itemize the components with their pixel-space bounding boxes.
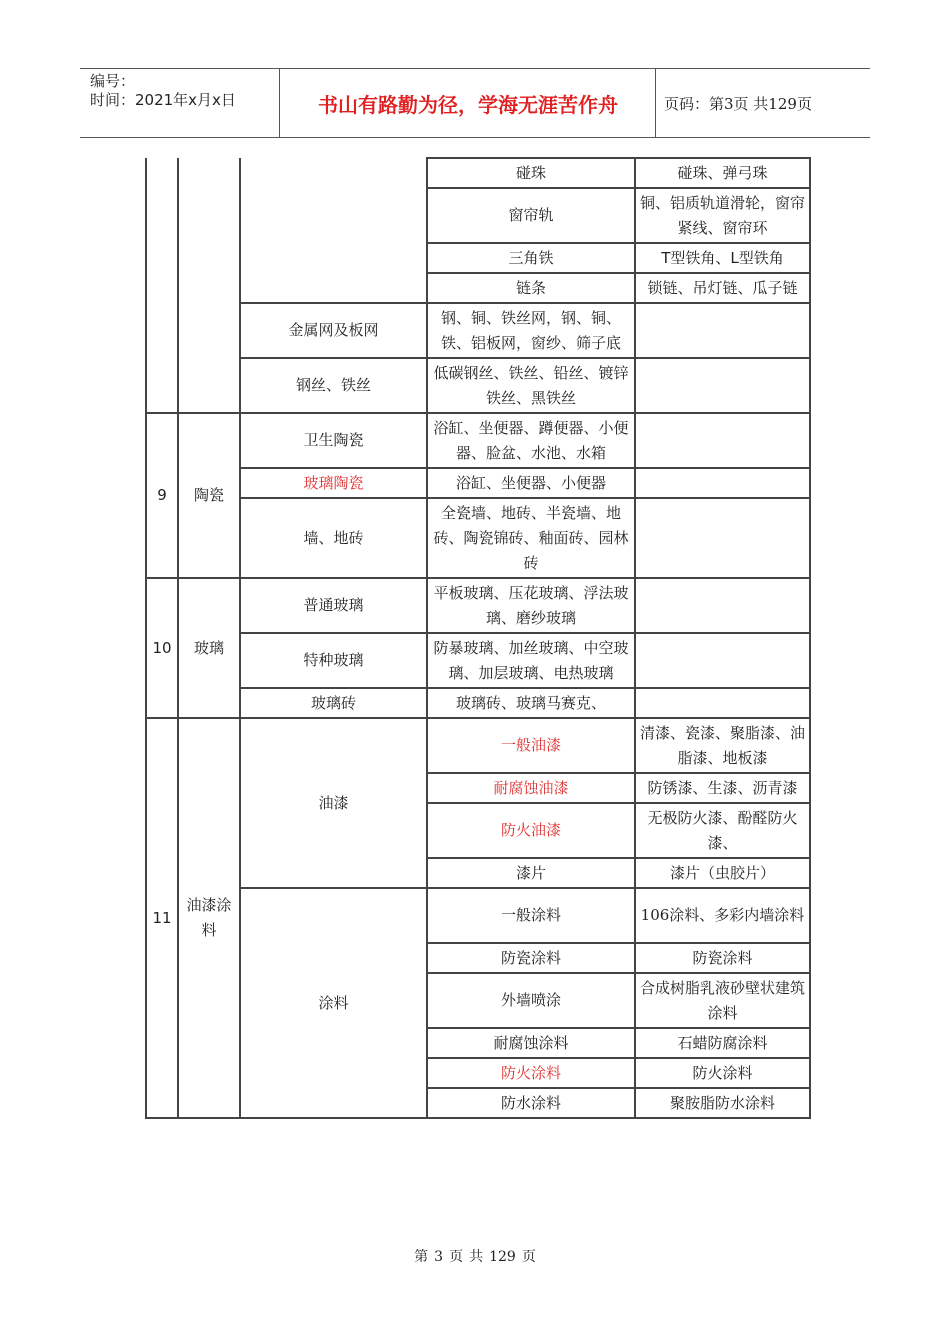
example-cell: 漆片（虫胶片） (635, 858, 810, 888)
table-row (146, 718, 810, 773)
example-cell: 铜、铝质轨道滑轮，窗帘紧线、窗帘环 (635, 188, 810, 243)
table-row (146, 158, 810, 188)
item-cell: 链条 (427, 273, 635, 303)
example-cell (635, 633, 810, 688)
item-cell: 漆片 (427, 858, 635, 888)
item-cell: 外墙喷涂 (427, 973, 635, 1028)
table-row (146, 303, 810, 358)
example-cell: 清漆、瓷漆、聚脂漆、油脂漆、地板漆 (635, 718, 810, 773)
group-category-cell: 油漆涂料 (178, 718, 240, 1118)
materials-table (145, 157, 811, 1119)
subcategory-cell (240, 158, 427, 303)
footer-text: 页 (449, 1249, 464, 1265)
item-cell: 浴缸、坐便器、蹲便器、小便器、脸盆、水池、水箱 (427, 413, 635, 468)
table-row (146, 468, 810, 498)
table-row (146, 688, 810, 718)
group-number-cell: 9 (146, 413, 178, 578)
item-cell: 碰珠 (427, 158, 635, 188)
item-cell: 全瓷墙、地砖、半瓷墙、地砖、陶瓷锦砖、釉面砖、园林砖 (427, 498, 635, 578)
subcategory-cell: 玻璃陶瓷 (240, 468, 427, 498)
footer-text: 第 (414, 1249, 429, 1265)
item-cell: 三角铁 (427, 243, 635, 273)
time-label: 时间：2021年x月x日 (90, 91, 236, 109)
footer-text: 共 (469, 1249, 484, 1265)
table-row (146, 633, 810, 688)
table-row (146, 413, 810, 468)
item-cell: 防瓷涂料 (427, 943, 635, 973)
example-cell (635, 303, 810, 358)
group-number-cell (146, 158, 178, 413)
example-cell (635, 498, 810, 578)
table-row (146, 578, 810, 633)
subcategory-cell: 玻璃砖 (240, 688, 427, 718)
header-meta (80, 69, 280, 137)
page-header (80, 68, 870, 138)
header-motto: 书山有路勤为径，学海无涯苦作舟 (281, 69, 656, 137)
example-cell: 防火涂料 (635, 1058, 810, 1088)
item-cell: 防暴玻璃、加丝玻璃、中空玻璃、加层玻璃、电热玻璃 (427, 633, 635, 688)
subcategory-cell: 卫生陶瓷 (240, 413, 427, 468)
subcategory-cell: 金属网及板网 (240, 303, 427, 358)
subcategory-cell: 墙、地砖 (240, 498, 427, 578)
group-category-cell: 陶瓷 (178, 413, 240, 578)
item-cell: 耐腐蚀油漆 (427, 773, 635, 803)
example-cell: 防锈漆、生漆、沥青漆 (635, 773, 810, 803)
item-cell: 防火油漆 (427, 803, 635, 858)
item-cell: 耐腐蚀涂料 (427, 1028, 635, 1058)
footer-page-number: 3 (434, 1249, 444, 1265)
example-cell: 防瓷涂料 (635, 943, 810, 973)
subcategory-cell: 油漆 (240, 718, 427, 888)
item-cell: 钢、铜、铁丝网，钢、铜、铁、铝板网，窗纱、筛子底 (427, 303, 635, 358)
item-cell: 平板玻璃、压花玻璃、浮法玻璃、磨纱玻璃 (427, 578, 635, 633)
table-row (146, 498, 810, 578)
example-cell (635, 578, 810, 633)
example-cell (635, 413, 810, 468)
item-cell: 浴缸、坐便器、小便器 (427, 468, 635, 498)
item-cell: 防火涂料 (427, 1058, 635, 1088)
example-cell: 聚胺脂防水涂料 (635, 1088, 810, 1118)
example-cell: 锁链、吊灯链、瓜子链 (635, 273, 810, 303)
item-cell: 一般油漆 (427, 718, 635, 773)
group-number-cell: 11 (146, 718, 178, 1118)
example-cell: 106涂料、多彩内墙涂料 (635, 888, 810, 943)
item-cell: 玻璃砖、玻璃马赛克、 (427, 688, 635, 718)
group-category-cell: 玻璃 (178, 578, 240, 718)
footer-text: 页 (521, 1249, 536, 1265)
example-cell (635, 358, 810, 413)
subcategory-cell: 特种玻璃 (240, 633, 427, 688)
group-category-cell (178, 158, 240, 413)
example-cell: 无极防火漆、酚醛防火漆、 (635, 803, 810, 858)
example-cell: 合成树脂乳液砂壁状建筑涂料 (635, 973, 810, 1028)
table-row (146, 358, 810, 413)
item-cell: 窗帘轨 (427, 188, 635, 243)
item-cell: 低碳钢丝、铁丝、铅丝、镀锌铁丝、黑铁丝 (427, 358, 635, 413)
subcategory-cell: 涂料 (240, 888, 427, 1118)
item-cell: 防水涂料 (427, 1088, 635, 1118)
number-label: 编号： (90, 72, 136, 90)
example-cell (635, 468, 810, 498)
item-cell: 一般涂料 (427, 888, 635, 943)
subcategory-cell: 普通玻璃 (240, 578, 427, 633)
example-cell: 石蜡防腐涂料 (635, 1028, 810, 1058)
header-page-info: 页码：第3页 共129页 (664, 94, 812, 113)
footer-total-pages: 129 (489, 1249, 516, 1265)
page-footer (0, 1246, 950, 1266)
example-cell: T型铁角、L型铁角 (635, 243, 810, 273)
subcategory-cell: 钢丝、铁丝 (240, 358, 427, 413)
example-cell (635, 688, 810, 718)
table-row (146, 888, 810, 943)
group-number-cell: 10 (146, 578, 178, 718)
example-cell: 碰珠、弹弓珠 (635, 158, 810, 188)
